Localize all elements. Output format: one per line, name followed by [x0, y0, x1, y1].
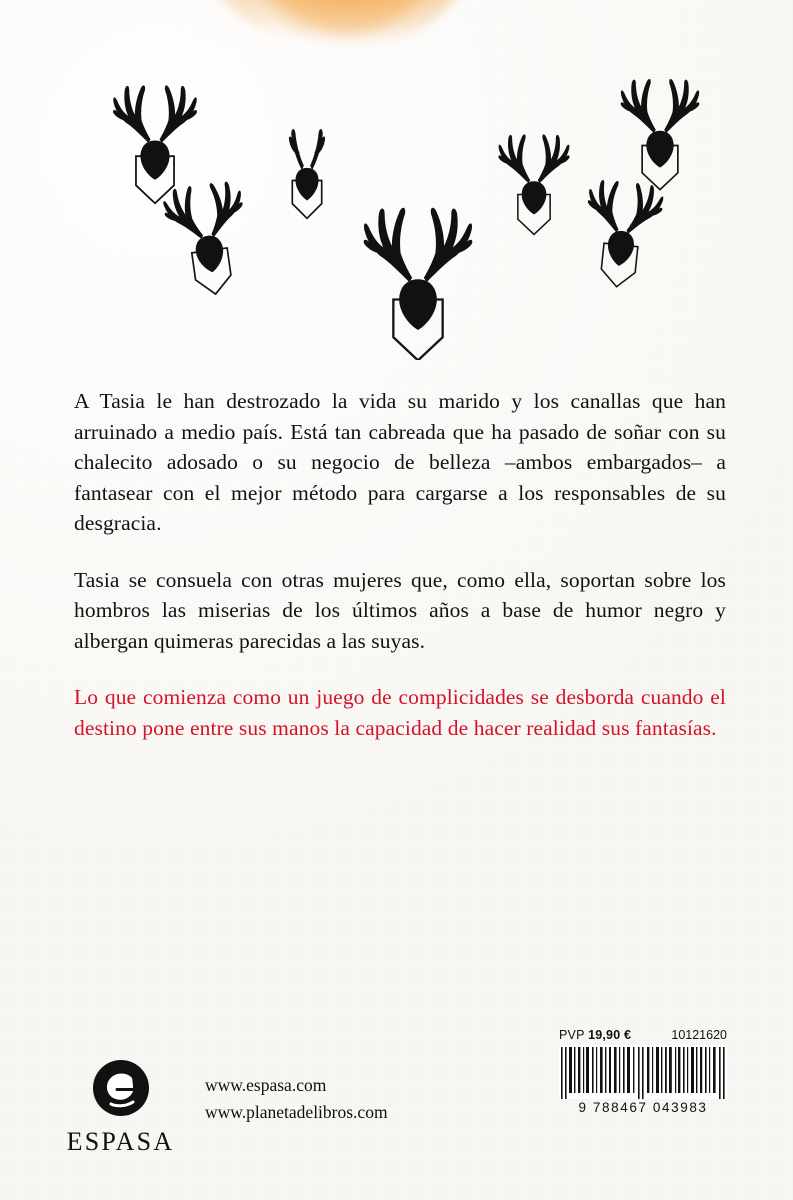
barcode-bars: [559, 1047, 727, 1099]
url-espasa[interactable]: www.espasa.com: [205, 1075, 327, 1095]
watercolor-splash: [190, 0, 530, 110]
price-label: PVP 19,90 €: [559, 1028, 632, 1042]
price-amount: 19,90 €: [588, 1028, 632, 1042]
cover-footer: [0, 1010, 793, 1200]
blurb-text: [74, 386, 726, 743]
blurb-paragraph-2: Tasia se consuela con otras mujeres que, como ella, soportan sobre los hombros las miserias de los últimos años a base de humor negro y albergan quimeras parecidas a las suyas.: [74, 567, 726, 653]
blurb-paragraph-3: Lo que comienza como un juego de complicidades se desborda cuando el destino pone entre sus manos la capacidad de hacer realidad sus fantasías.: [74, 685, 726, 740]
publisher-urls: [205, 1072, 388, 1126]
url-planetadelibros[interactable]: www.planetadelibros.com: [205, 1102, 388, 1123]
barcode-block: [559, 1028, 727, 1115]
espasa-e-logo-icon: [91, 1058, 151, 1118]
isbn-number: 9 788467 043983: [578, 1100, 708, 1115]
price-line: [559, 1028, 727, 1042]
antlers-illustration: [0, 60, 793, 360]
publisher-name: ESPASA: [66, 1127, 175, 1156]
blurb-paragraph-1: A Tasia le han destrozado la vida su marido y los canallas que han arruinado a medio país. Está tan cabreada que ha pasado de soñar con su chalecito adosado o su negocio de belleza –ambos embargados– a fantasear con el mejor método para cargarse a los responsables de su desgracia.: [74, 389, 726, 536]
internal-code: 10121620: [671, 1028, 727, 1042]
publisher-logo: [63, 1058, 178, 1157]
barcode: [559, 1045, 727, 1099]
